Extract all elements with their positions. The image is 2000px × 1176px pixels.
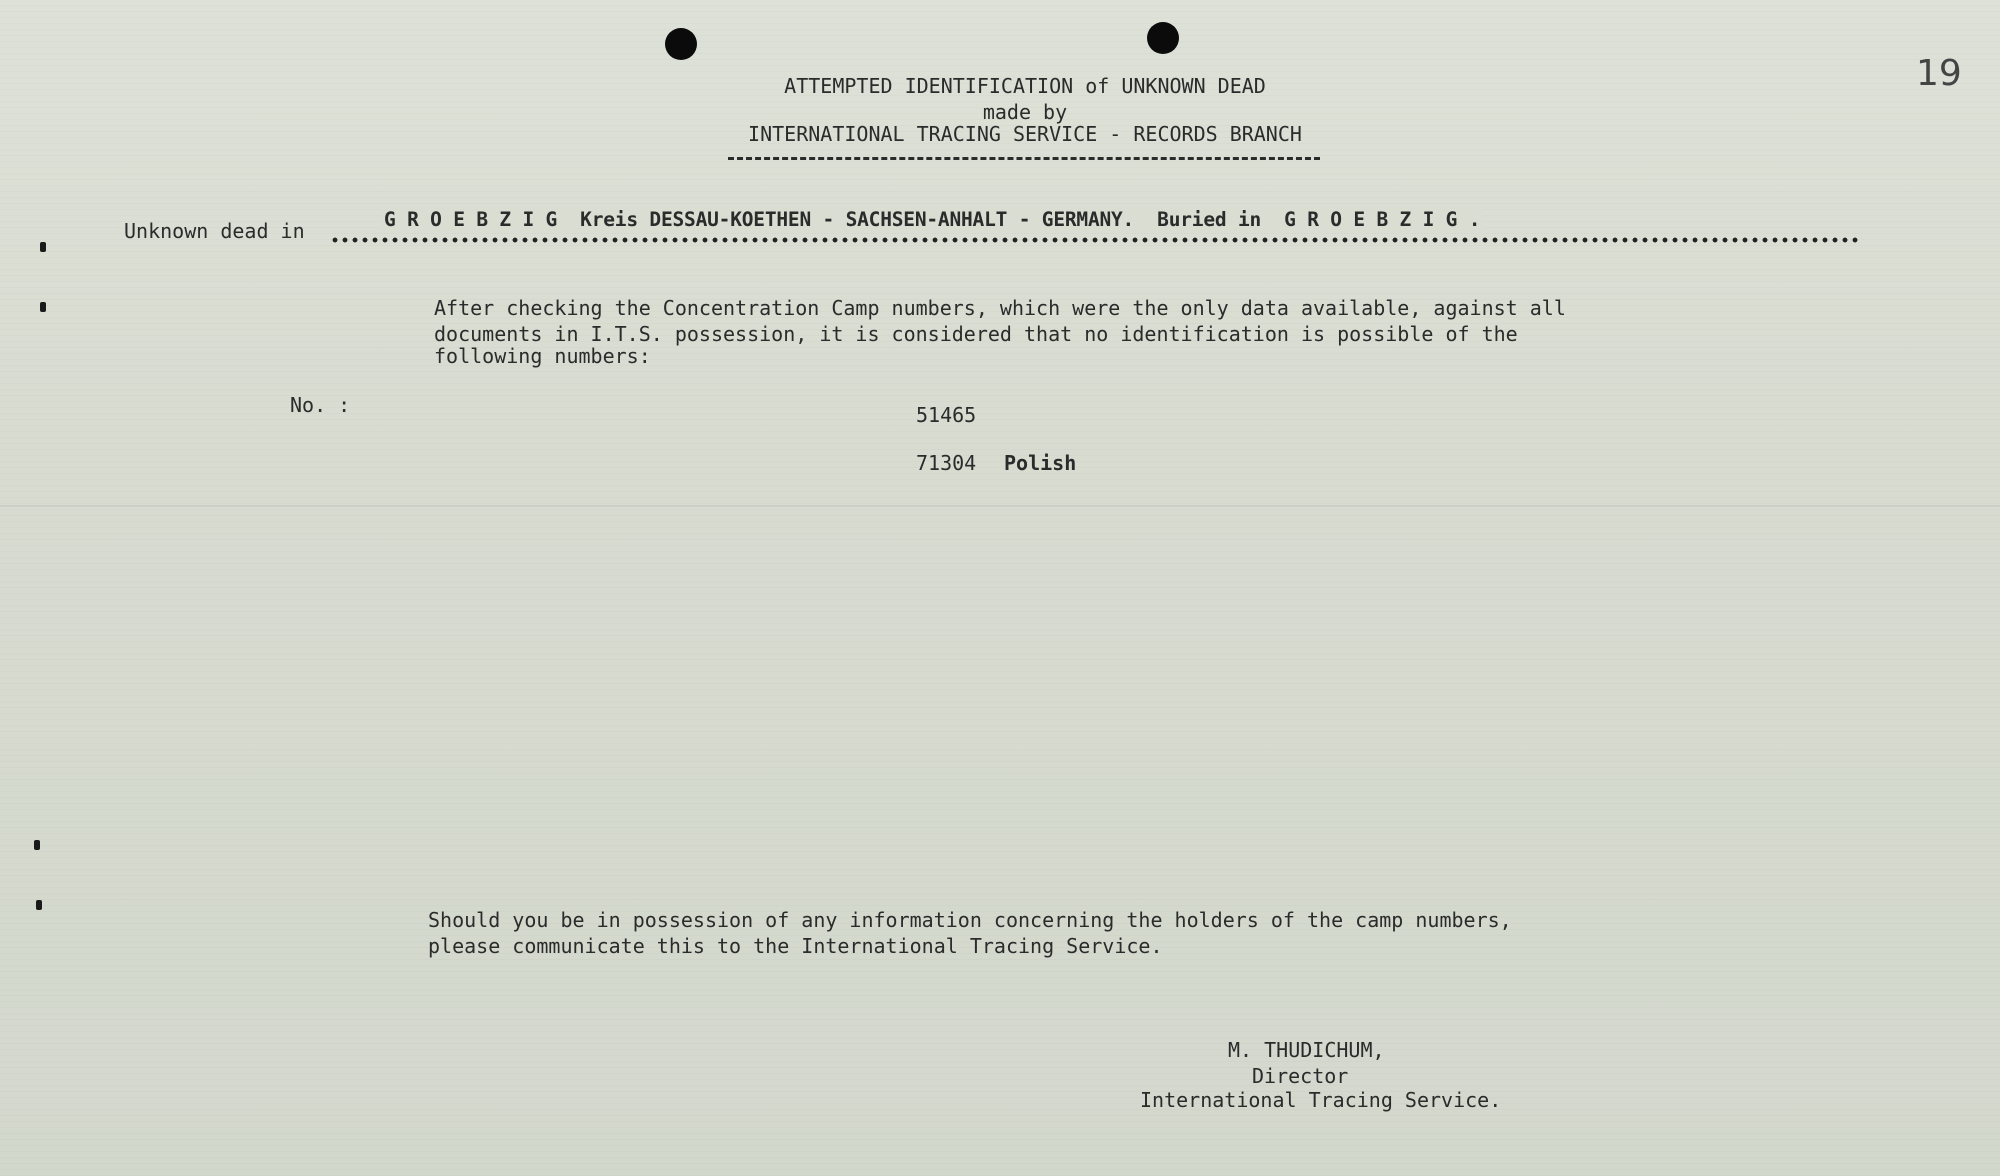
closing-line-1: Should you be in possession of any information concerning the holders of the camp numbers,: [428, 908, 1512, 932]
signatory-name: M. THUDICHUM,: [1228, 1038, 1385, 1062]
paper-fold-line: [0, 505, 2000, 507]
header-organization: INTERNATIONAL TRACING SERVICE - RECORDS BRANCH: [748, 122, 1302, 146]
body-line-3: following numbers:: [434, 344, 651, 368]
margin-mark: [36, 900, 42, 910]
location-dotted-leader: [330, 236, 1860, 244]
camp-number-nationality: Polish: [1004, 451, 1077, 475]
header-subtitle: made by: [982, 100, 1068, 124]
signatory-organization: International Tracing Service.: [1140, 1088, 1502, 1112]
closing-line-2: please communicate this to the International Tracing Service.: [428, 934, 1163, 958]
body-line-1: After checking the Concentration Camp numbers, which were the only data available, against all: [434, 296, 1566, 320]
camp-number: 51465: [916, 403, 977, 427]
signatory-title: Director: [1252, 1064, 1349, 1088]
location-label: Unknown dead in: [124, 219, 305, 243]
header-underline: [728, 157, 1320, 160]
margin-mark: [40, 242, 46, 252]
punch-hole-right: [1147, 22, 1179, 54]
margin-mark: [34, 840, 40, 850]
margin-mark: [40, 302, 46, 312]
body-line-2: documents in I.T.S. possession, it is considered that no identification is possible of the: [434, 322, 1518, 346]
header-title: ATTEMPTED IDENTIFICATION of UNKNOWN DEAD: [784, 74, 1266, 98]
punch-hole-left: [665, 28, 697, 60]
location-place: G R O E B Z I G Kreis DESSAU-KOETHEN - SACHSEN-ANHALT - GERMANY. Buried in G R O E B Z I G .: [380, 208, 1484, 232]
numbers-label: No. :: [290, 393, 351, 417]
page-number: 19: [1916, 53, 1962, 94]
camp-number: 71304: [916, 451, 977, 475]
